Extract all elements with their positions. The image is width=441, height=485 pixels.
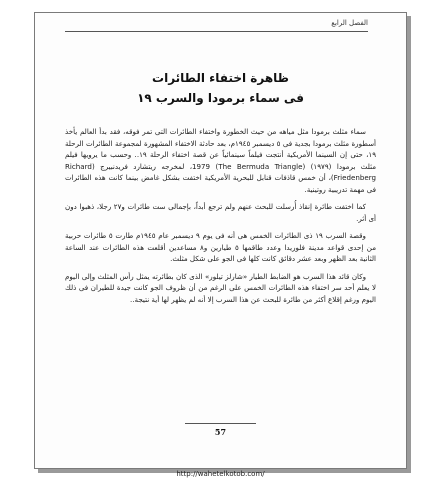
chapter-title-line-1: ظاهرة اختفاء الطائرات [152, 71, 289, 85]
paragraph: كما اختفت طائرة إنقاذ أُرسلت للبحث عنهم ولم ترجع أبداً، بإجمالى ست طائرات و٢٧ رجلا، ذهبوا دون أى أثر. [65, 202, 376, 223]
paragraph: سماء مثلث برمودا مثل مياهه من حيث الخطورة واختفاء الطائرات التى تمر فوقه، فقد بدأ العالم يأخذ أسطورة مثلث برمودا بجدية فى ٥ ديسمبر ١٩٤٥م، بعد حادثة الاختفاء المشهورة لمجموعة الطائرات الرحلة ١٩، حتى إن السينما الأمريكية أنتجت فيلماً سينمائياً عن قصة اختفاء الرحلة ١٩.. وحسب ما يرويها فيلم مثلث برمودا (١٩٧٩) (The Bermuda Triangle) 1979، لمخرجه ريتشارد فريدنبيرج (Richard Friedenberg)، أن خمس قاذفات قنابل للبحرية الأمريكية اختفت بشكل غامض بينما كانت هذه الطائرات فى مهمة تدريبية روتينية. [65, 127, 377, 194]
source-url[interactable]: http://wahetelkotob.com/ [176, 470, 265, 478]
body-text [65, 126, 376, 311]
chapter-title-line-2: فى سماء برمودا والسرب ١٩ [137, 91, 304, 105]
page-number: 57 [214, 427, 227, 437]
header-rule [65, 31, 368, 32]
paragraph: وكان قائد هذا السرب هو الضابط الطيار «شارلز تيلور» الذى كان بطائرته يمثل رأس المثلث وإلى اليوم لا يعلم أحد سر اختفاء هذه الطائرات الخمس على الرغم من أن ظروف الجو كانت جيدة للطيران فى ذلك اليوم ورغم إقلاع أكثر من طائرة للبحث عن هذا السرب إلا أنه لم يظهر لها أية نتيجة.. [65, 271, 376, 304]
paragraph: وقصة السرب ١٩ ذى الطائرات الخمس هى أنه فى يوم ٩ ديسمبر عام ١٩٤٥م طارت ٥ طائرات حربية من إحدى قواعد مدينة فلوريدا وعدد طاقمها ٥ طيارين و٨ مساعدين أقلعت هذه الطائرات عند الساعة الثانية بعد الظهر وبعد عشر دقائق كانت كلها فى الجو على شكل مثلث. [65, 231, 376, 263]
page-frame [34, 12, 407, 469]
chapter-header: الفصل الرابع [331, 19, 368, 27]
footer-rule [185, 423, 256, 424]
